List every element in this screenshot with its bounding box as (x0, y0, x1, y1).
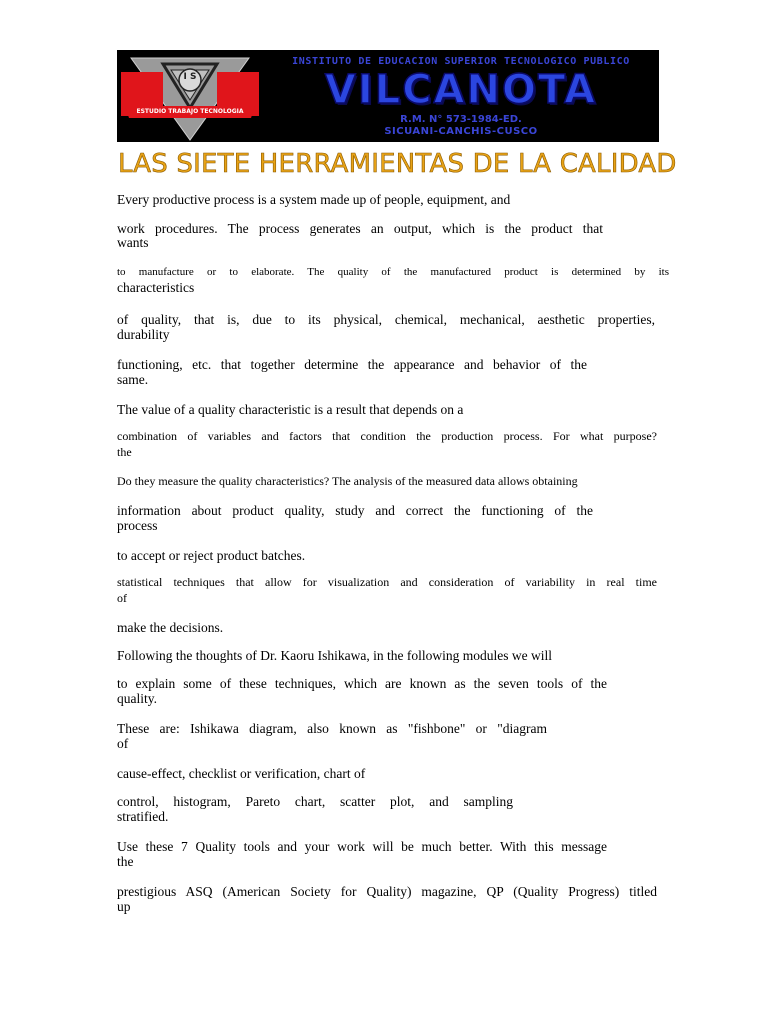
paragraph-text: work procedures. The process generates an output, which is the product that (117, 221, 603, 236)
paragraph (117, 221, 603, 248)
paragraph-text-wrap: same. (117, 372, 149, 387)
paragraph (117, 620, 669, 636)
paragraph (117, 839, 607, 869)
paragraph-text: to explain some of these techniques, which are known as the seven tools of the (117, 676, 607, 691)
paragraph (117, 474, 662, 489)
banner-resolution: R.M. N° 573-1984-ED. (400, 114, 522, 125)
paragraph-text-wrap: quality. (117, 691, 157, 706)
paragraph (117, 721, 547, 751)
paragraph-text-wrap: up (117, 899, 131, 914)
logo-letters: I S (183, 72, 197, 82)
logo-ribbon-text: ESTUDIO TRABAJO TECNOLOGIA (136, 108, 244, 115)
paragraph-text: statistical techniques that allow for visualization and consideration of variability in real time (117, 575, 657, 589)
paragraph-text: Following the thoughts of Dr. Kaoru Ishikawa, in the following modules we will (117, 648, 552, 663)
paragraph-text-wrap: the (117, 854, 134, 869)
institute-logo-icon (117, 50, 262, 142)
paragraph-text-wrap: characteristics (117, 280, 195, 295)
paragraph-text: Use these 7 Quality tools and your work will be much better. With this message (117, 839, 607, 854)
paragraph (117, 648, 612, 664)
paragraph (117, 766, 669, 782)
paragraph-text: to accept or reject product batches. (117, 548, 306, 563)
paragraph-text-wrap: the (117, 445, 132, 459)
paragraph-text: functioning, etc. that together determine the appearance and behavior of the (117, 357, 587, 372)
page-title: LAS SIETE HERRAMIENTAS DE LA CALIDAD (118, 149, 677, 179)
paragraph (117, 575, 657, 606)
paragraph-text-wrap: of (117, 591, 127, 605)
paragraph (117, 794, 513, 824)
institute-name: INSTITUTO DE EDUCACION SUPERIOR TECNOLOGICO PUBLICO (292, 56, 630, 67)
paragraph-text: These are: Ishikawa diagram, also known as "fishbone" or "diagram (117, 721, 547, 736)
paragraph-text-wrap: of (117, 736, 129, 751)
paragraph (117, 266, 669, 297)
paragraph (117, 192, 669, 208)
paragraph-text-wrap: wants (117, 235, 149, 250)
paragraph-text: combination of variables and factors that condition the production process. For what purpose? (117, 429, 657, 443)
paragraph (117, 548, 669, 564)
paragraph-text-wrap: durability (117, 327, 170, 342)
paragraph (117, 884, 657, 914)
paragraph-text: of quality, that is, due to its physical, chemical, mechanical, aesthetic properties, (117, 312, 655, 327)
paragraph-text: Every productive process is a system made up of people, equipment, and (117, 192, 511, 207)
banner-title: VILCANOTA (324, 67, 598, 113)
paragraph (117, 676, 607, 706)
paragraph (117, 503, 593, 533)
banner-location: SICUANI-CANCHIS-CUSCO (384, 126, 538, 137)
paragraph-text: prestigious ASQ (American Society for Quality) magazine, QP (Quality Progress) titled (117, 884, 657, 899)
paragraph-text-wrap: process (117, 518, 158, 533)
paragraph (117, 357, 587, 387)
paragraph-text: The value of a quality characteristic is a result that depends on a (117, 402, 464, 417)
paragraph (117, 429, 657, 460)
paragraph-text: make the decisions. (117, 620, 224, 635)
paragraph-text: information about product quality, study and correct the functioning of the (117, 503, 593, 518)
paragraph (117, 312, 655, 342)
paragraph (117, 402, 669, 418)
paragraph-text: control, histogram, Pareto chart, scatter plot, and sampling (117, 794, 513, 809)
paragraph-text: Do they measure the quality characteristics? The analysis of the measured data allows obtaining (117, 474, 578, 488)
paragraph-text: to manufacture or to elaborate. The quality of the manufactured product is determined by its (117, 266, 669, 278)
paragraph-text: cause-effect, checklist or verification, chart of (117, 766, 366, 781)
paragraph-text-wrap: stratified. (117, 809, 169, 824)
header-banner (117, 50, 659, 142)
